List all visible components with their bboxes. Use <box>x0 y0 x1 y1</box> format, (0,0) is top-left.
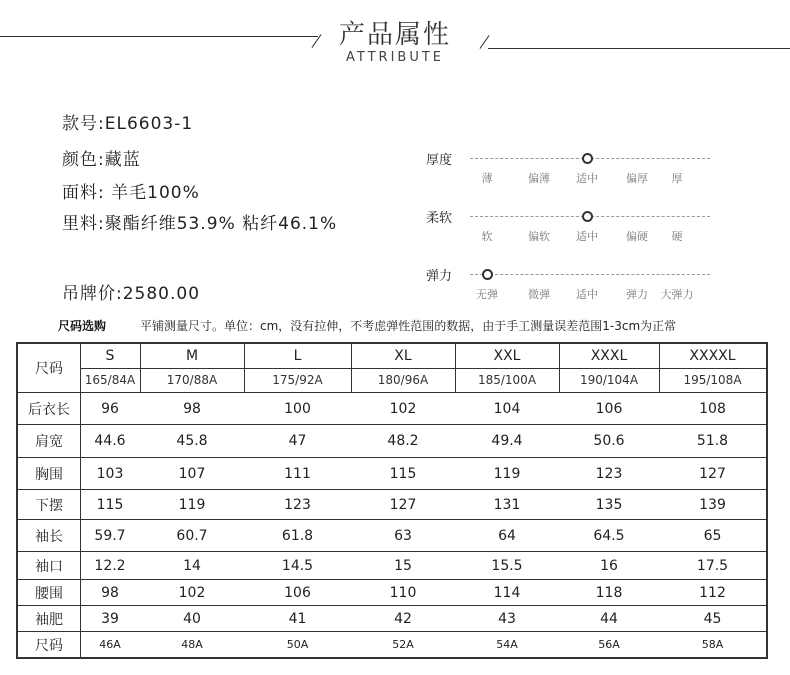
style-number: 款号:EL6603-1 <box>62 114 194 134</box>
column-divider <box>659 344 660 392</box>
table-row <box>18 605 766 631</box>
table-cell: 106 <box>284 584 311 601</box>
column-divider <box>140 344 141 392</box>
scale-option: 适中 <box>576 172 598 185</box>
scale-option: 适中 <box>576 230 598 243</box>
size-spec: 190/104A <box>579 373 639 387</box>
table-cell: 15.5 <box>491 557 523 574</box>
size-spec: 175/92A <box>272 373 323 387</box>
table-cell: 98 <box>183 400 201 417</box>
table-cell: 114 <box>493 584 521 601</box>
table-cell: 45.8 <box>176 433 208 449</box>
table-cell: 64 <box>498 527 516 544</box>
size-guide-note: 平铺测量尺寸。单位：cm，没有拉伸，不考虑弹性范围的数据，由于手工测量误差范围1-3cm为正常 <box>140 319 677 333</box>
table-cell: 118 <box>595 584 623 601</box>
scale-option: 偏薄 <box>528 172 550 185</box>
table-cell: 45 <box>703 610 722 627</box>
header-rule-right <box>488 48 790 49</box>
table-cell: 103 <box>96 465 124 482</box>
size-name: L <box>293 348 302 364</box>
table-row <box>18 519 766 551</box>
scale-option: 无弹 <box>476 288 498 301</box>
table-row <box>18 551 766 579</box>
table-row <box>18 631 766 657</box>
row-label: 下摆 <box>35 497 63 514</box>
table-cell: 14.5 <box>281 557 314 574</box>
table-cell: 47 <box>288 433 307 449</box>
scale-track <box>470 274 710 275</box>
table-cell: 50A <box>286 638 309 651</box>
table-cell: 131 <box>493 496 521 513</box>
column-divider <box>559 344 560 392</box>
header-rule-left <box>0 36 318 37</box>
table-cell: 111 <box>284 465 311 482</box>
table-cell: 104 <box>493 400 521 417</box>
table-cell: 123 <box>284 496 311 513</box>
table-cell: 59.7 <box>94 527 126 544</box>
row-label: 袖肥 <box>35 611 63 628</box>
size-guide-heading: 尺码选购 <box>58 319 107 333</box>
size-name: M <box>185 348 199 364</box>
tag-price: 吊牌价:2580.00 <box>62 284 201 304</box>
table-row <box>18 579 766 605</box>
header-divider <box>80 368 766 369</box>
column-divider <box>351 344 352 392</box>
table-cell: 52A <box>392 638 414 651</box>
table-cell: 106 <box>595 400 623 417</box>
fabric: 面料: 羊毛100% <box>62 183 200 203</box>
table-cell: 123 <box>595 465 623 482</box>
table-header-row <box>18 344 766 392</box>
table-cell: 96 <box>101 400 119 417</box>
scale-option: 适中 <box>576 288 598 301</box>
table-cell: 14 <box>183 557 201 574</box>
column-divider <box>244 344 245 392</box>
size-table <box>16 342 768 659</box>
size-spec: 185/100A <box>477 373 537 387</box>
table-cell: 102 <box>178 584 206 601</box>
table-row <box>18 457 766 489</box>
table-cell: 40 <box>183 610 201 627</box>
table-row <box>18 489 766 519</box>
size-name: XXL <box>493 348 521 364</box>
table-cell: 65 <box>703 527 722 544</box>
table-cell: 139 <box>699 496 726 513</box>
table-cell: 108 <box>699 400 726 417</box>
table-cell: 50.6 <box>593 433 625 449</box>
table-cell: 44 <box>600 610 618 627</box>
table-cell: 119 <box>493 465 521 482</box>
table-cell: 54A <box>496 638 518 651</box>
table-cell: 49.4 <box>491 433 523 449</box>
table-cell: 61.8 <box>281 527 314 544</box>
size-spec: 170/88A <box>166 373 218 387</box>
table-cell: 48.2 <box>387 433 419 449</box>
scale-label: 柔软 <box>426 211 453 226</box>
row-label: 胸围 <box>35 466 63 483</box>
table-cell: 98 <box>101 584 119 601</box>
scale-option: 大弹力 <box>660 288 694 301</box>
scale-indicator <box>582 211 593 222</box>
table-cell: 43 <box>498 610 516 627</box>
table-cell: 63 <box>394 527 412 544</box>
size-spec: 180/96A <box>377 373 429 387</box>
table-row <box>18 424 766 457</box>
column-divider <box>455 344 456 392</box>
row-label: 后衣长 <box>28 401 70 418</box>
table-cell: 64.5 <box>593 527 625 544</box>
size-name: S <box>105 348 115 364</box>
table-cell: 51.8 <box>696 433 729 449</box>
table-cell: 56A <box>598 638 620 651</box>
table-cell: 15 <box>394 557 412 574</box>
scale-option: 弹力 <box>626 288 648 301</box>
table-cell: 112 <box>699 584 726 601</box>
row-label: 肩宽 <box>35 434 63 450</box>
scale-option: 微弹 <box>528 288 550 301</box>
scale-label: 弹力 <box>426 269 453 284</box>
scale-indicator <box>482 269 493 280</box>
scale-label: 厚度 <box>426 153 453 168</box>
size-spec: 195/108A <box>683 373 742 387</box>
table-cell: 44.6 <box>94 433 126 449</box>
table-row <box>18 392 766 424</box>
row-label: 袖口 <box>35 558 63 575</box>
table-cell: 12.2 <box>94 557 126 574</box>
table-cell: 42 <box>394 610 412 627</box>
table-cell: 16 <box>600 557 618 574</box>
scale-option: 硬 <box>671 230 683 243</box>
table-cell: 110 <box>389 584 417 601</box>
table-cell: 46A <box>99 638 121 651</box>
table-cell: 48A <box>181 638 203 651</box>
scale-option: 偏硬 <box>626 230 648 243</box>
column-divider <box>80 344 81 657</box>
scale-option: 软 <box>481 230 493 243</box>
lining: 里料:聚酯纤维53.9% 粘纤46.1% <box>62 214 338 234</box>
row-label: 袖长 <box>35 528 63 545</box>
scale-option: 薄 <box>481 172 493 185</box>
page-subtitle: ATTRIBUTE <box>346 50 444 65</box>
row-label: 尺码 <box>35 637 63 654</box>
page-title: 产品属性 <box>338 20 451 50</box>
size-spec: 165/84A <box>84 373 136 387</box>
table-cell: 107 <box>178 465 206 482</box>
table-cell: 135 <box>595 496 623 513</box>
table-cell: 39 <box>101 610 119 627</box>
table-cell: 115 <box>96 496 124 513</box>
scale-indicator <box>582 153 593 164</box>
table-cell: 41 <box>288 610 307 627</box>
table-cell: 115 <box>389 465 417 482</box>
size-name: XXXL <box>590 348 628 364</box>
table-cell: 58A <box>701 638 724 651</box>
table-cell: 100 <box>284 400 311 417</box>
size-name: XL <box>394 348 412 364</box>
table-cell: 127 <box>389 496 417 513</box>
scale-option: 偏软 <box>528 230 550 243</box>
color: 颜色:藏蓝 <box>62 150 141 170</box>
table-cell: 60.7 <box>176 527 208 544</box>
table-cell: 102 <box>389 400 417 417</box>
row-label: 腰围 <box>35 585 63 602</box>
scale-option: 厚 <box>671 172 683 185</box>
size-name: XXXXL <box>689 348 736 364</box>
table-cell: 119 <box>178 496 206 513</box>
scale-option: 偏厚 <box>626 172 648 185</box>
table-cell: 17.5 <box>696 557 729 574</box>
size-header-label: 尺码 <box>35 361 63 377</box>
table-cell: 127 <box>699 465 726 482</box>
